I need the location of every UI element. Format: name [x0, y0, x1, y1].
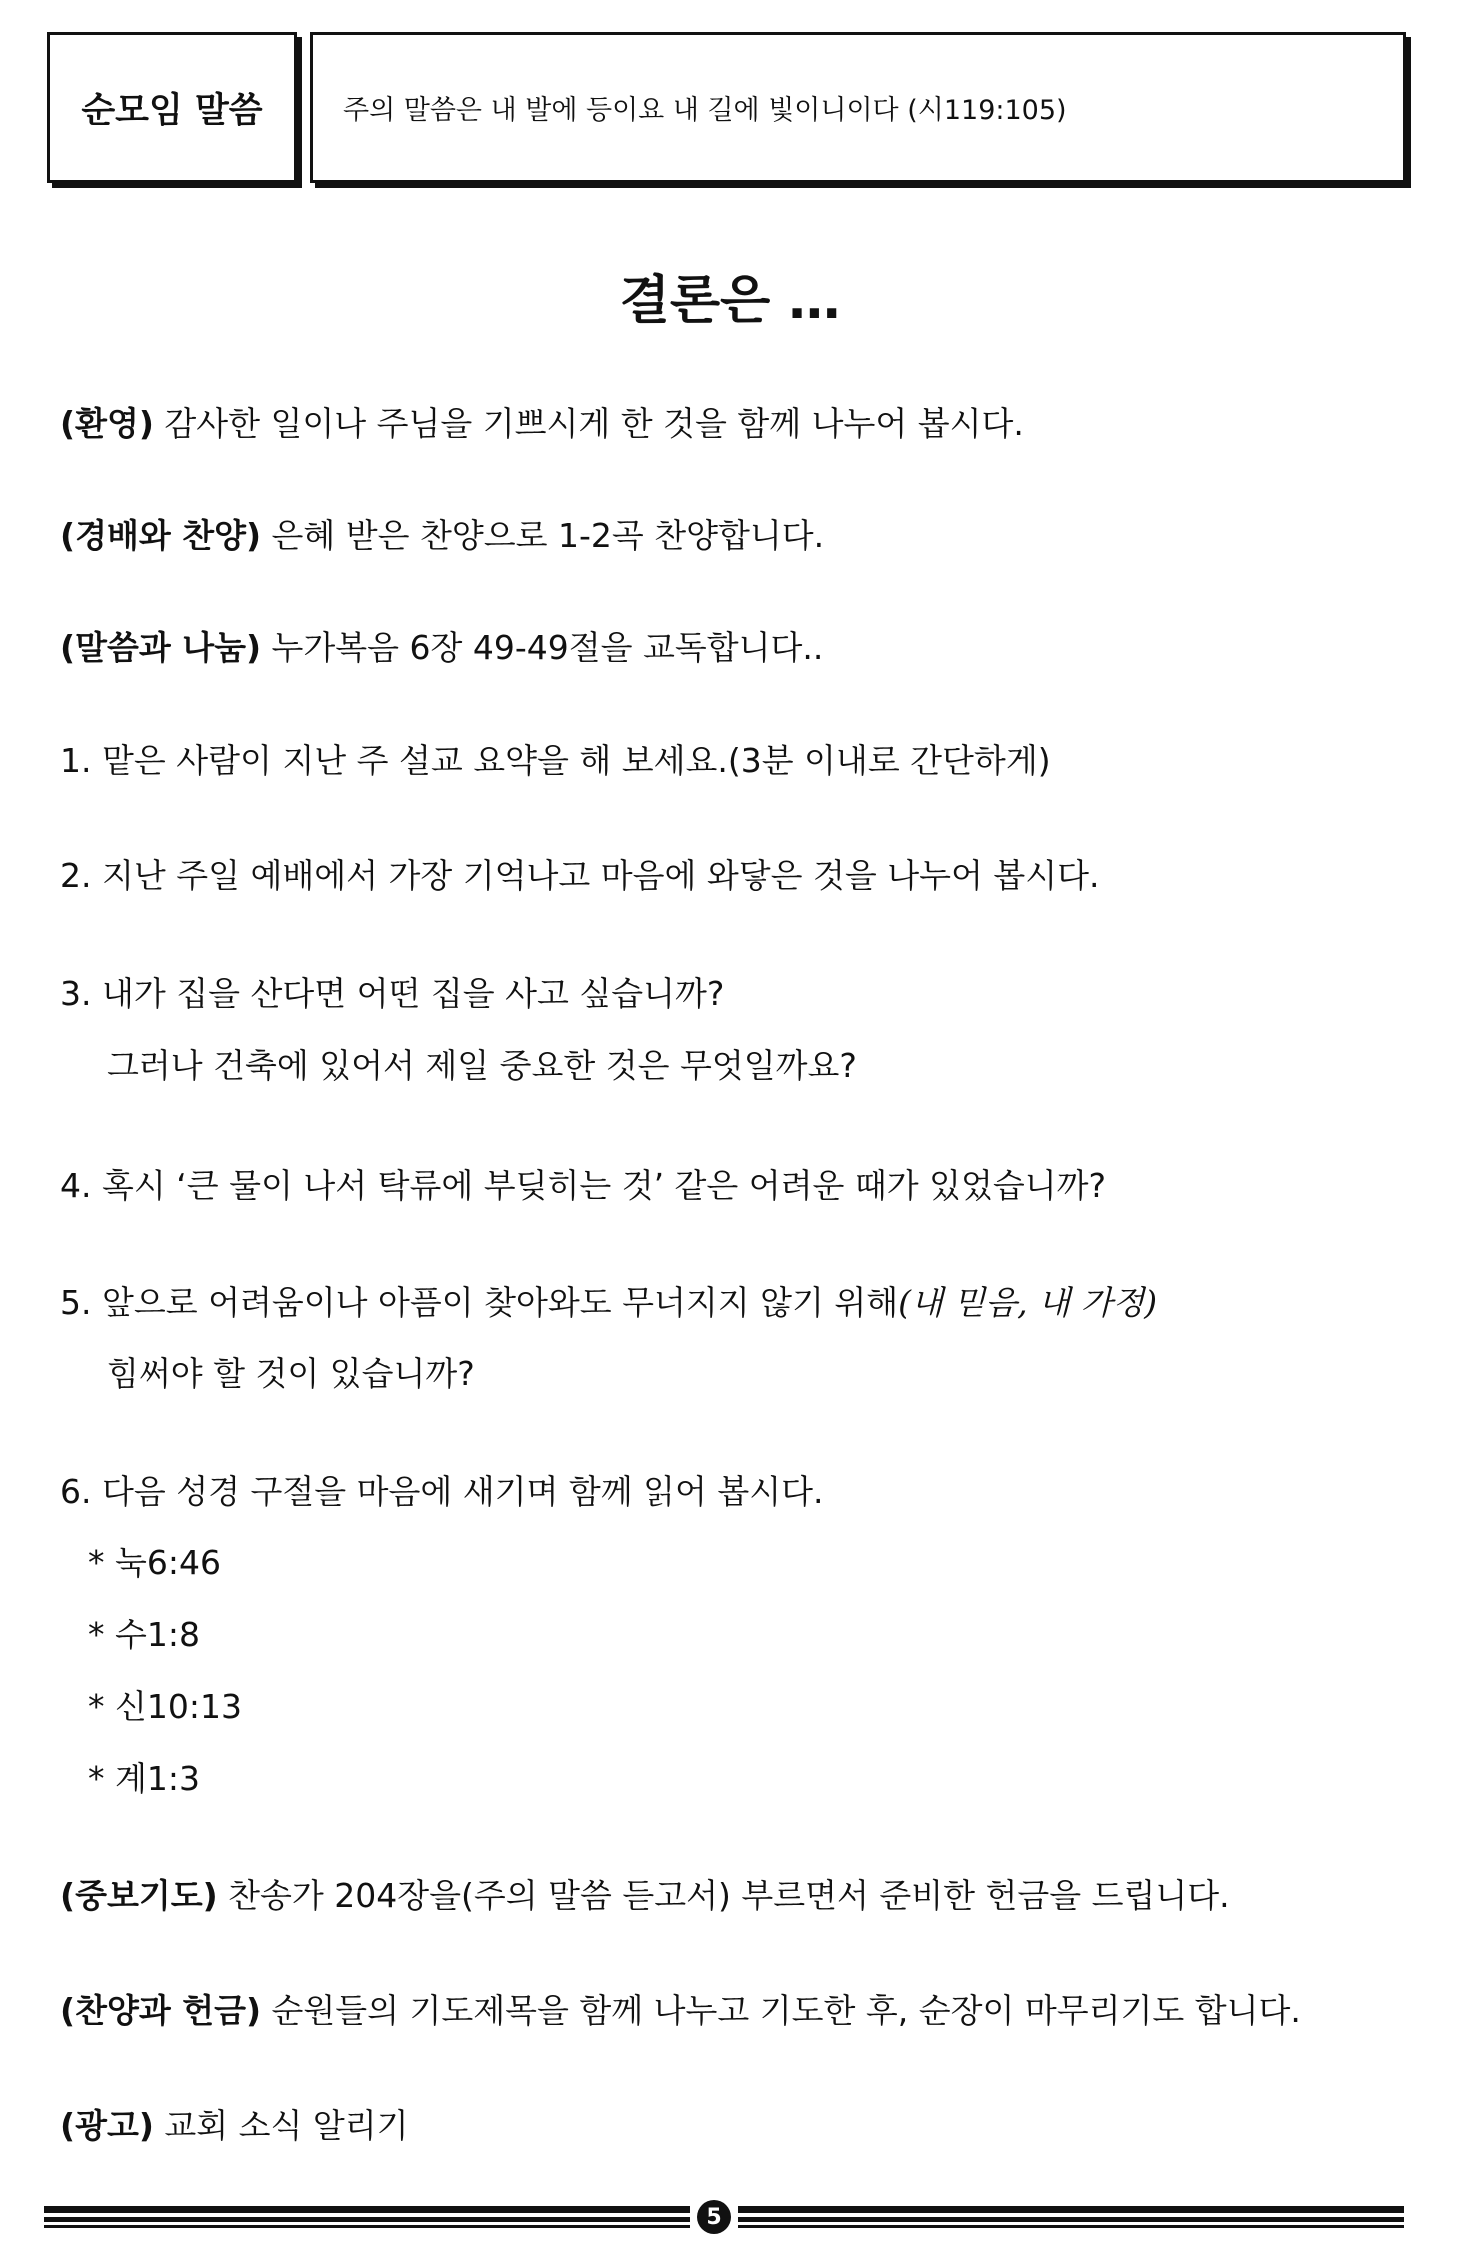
- notice-text: 교회 소식 알리기: [153, 2106, 409, 2145]
- welcome-line: [60, 398, 1024, 445]
- scripture-ref: * 눅6:46: [88, 1543, 221, 1582]
- section-label-box: [47, 32, 297, 183]
- question-5b: 힘써야 할 것이 있습니까?: [107, 1354, 475, 1393]
- welcome-text: 감사한 일이나 주님을 기쁘시게 한 것을 함께 나누어 봅시다.: [153, 404, 1024, 443]
- intercession-text: 찬송가 204장을(주의 말씀 듣고서) 부르면서 준비한 헌금을 드립니다.: [217, 1876, 1230, 1915]
- intercession-line: [60, 1870, 1230, 1917]
- question-6: 6. 다음 성경 구절을 마음에 새기며 함께 읽어 봅시다.: [60, 1472, 824, 1511]
- scripture-ref: * 계1:3: [88, 1759, 200, 1798]
- offering-tag: (찬양과 헌금): [60, 1991, 262, 2030]
- notice-line: [60, 2100, 409, 2147]
- page-number: 5: [697, 2200, 731, 2234]
- word-tag: (말씀과 나눔): [60, 628, 262, 667]
- worship-tag: (경배와 찬양): [60, 516, 262, 555]
- question-5a: [60, 1277, 1157, 1324]
- question-4: 4. 혹시 ‘큰 물이 나서 탁류에 부딪히는 것’ 같은 어려운 때가 있었습니까?: [60, 1166, 1107, 1205]
- scripture-ref: * 수1:8: [88, 1615, 200, 1654]
- worship-line: [60, 510, 824, 557]
- question-1: 1. 맡은 사람이 지난 주 설교 요약을 해 보세요.(3분 이내로 간단하게): [60, 741, 1051, 780]
- section-label: 순모임 말씀: [81, 90, 263, 131]
- footer-rule-right: [738, 2206, 1404, 2230]
- theme-verse-box: [310, 32, 1406, 183]
- handwritten-note: (내 믿음, 내 가정): [898, 1283, 1158, 1322]
- welcome-tag: (환영): [60, 404, 154, 443]
- theme-verse: 주의 말씀은 내 발에 등이요 내 길에 빛이니이다 (시119:105): [343, 95, 1067, 126]
- offering-line: [60, 1985, 1301, 2032]
- worship-text: 은혜 받은 찬양으로 1-2곡 찬양합니다.: [261, 516, 825, 555]
- question-3b: 그러나 건축에 있어서 제일 중요한 것은 무엇일까요?: [107, 1046, 857, 1085]
- question-3a: 3. 내가 집을 산다면 어떤 집을 사고 싶습니까?: [60, 974, 725, 1013]
- notice-tag: (광고): [60, 2106, 154, 2145]
- word-text: 누가복음 6장 49-49절을 교독합니다..: [261, 628, 824, 667]
- intercession-tag: (중보기도): [60, 1876, 218, 1915]
- word-line: [60, 622, 823, 669]
- question-5a-text: 5. 앞으로 어려움이나 아픔이 찾아와도 무너지지 않기 위해: [60, 1283, 899, 1322]
- page-title: 결론은 …: [619, 271, 841, 331]
- offering-text: 순원들의 기도제목을 함께 나누고 기도한 후, 순장이 마무리기도 합니다.: [261, 1991, 1301, 2030]
- question-2: 2. 지난 주일 예배에서 가장 기억나고 마음에 와닿은 것을 나누어 봅시다.: [60, 856, 1100, 895]
- scripture-ref: * 신10:13: [88, 1687, 242, 1726]
- footer-rule-left: [44, 2206, 690, 2230]
